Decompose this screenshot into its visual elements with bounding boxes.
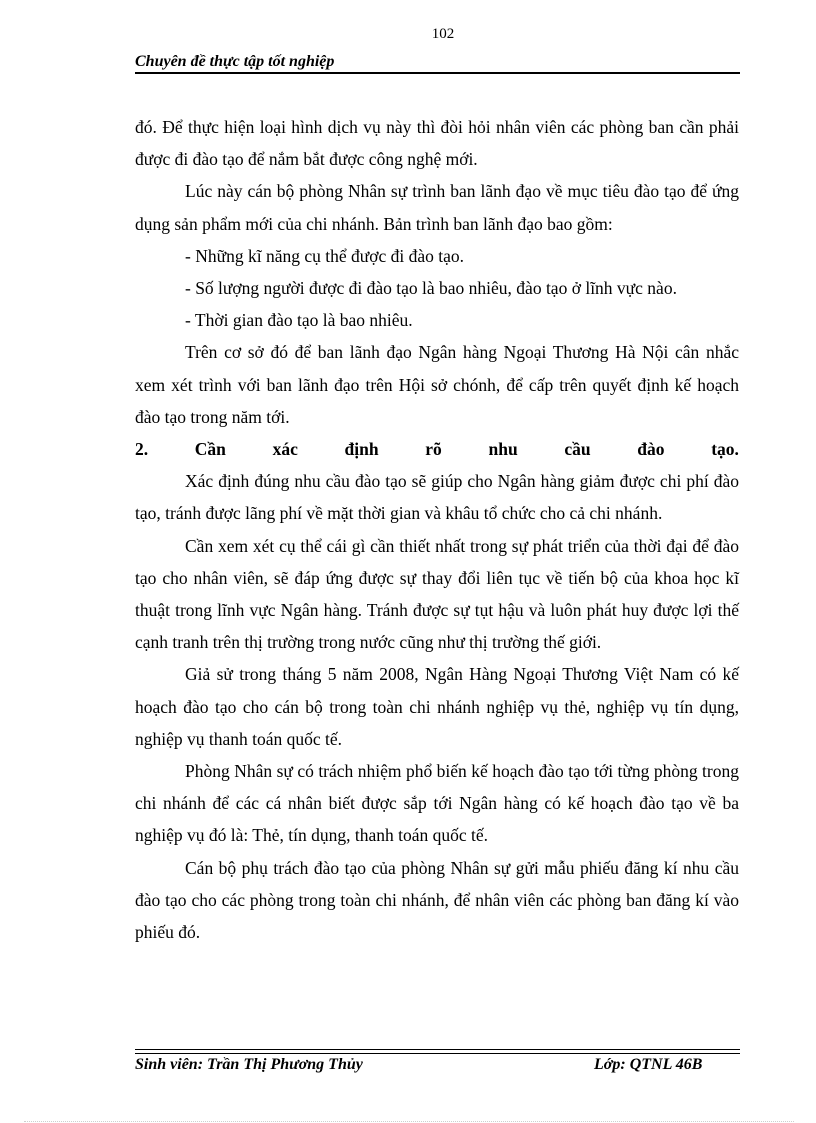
paragraph: Trên cơ sở đó để ban lãnh đạo Ngân hàng Ngoại Thương Hà Nội cân nhắc xem xét trình với ban lãnh đạo trên Hội sở chónh, để cấp trên quyết định kế hoạch đào tạo trong năm tới. [135, 342, 739, 427]
paragraph: Phòng Nhân sự có trách nhiệm phổ biến kế hoạch đào tạo tới từng phòng trong chi nhánh để các cá nhân biết được sắp tới Ngân hàng có kế hoạch đào tạo về ba nghiệp vụ đó là: Thẻ, tín dụng, thanh toán quốc tế. [135, 761, 739, 846]
paragraph: Xác định đúng nhu cầu đào tạo sẽ giúp cho Ngân hàng giảm được chi phí đào tạo, tránh được lãng phí về mặt thời gian và khâu tổ chức cho cả chi nhánh. [135, 471, 739, 524]
page-number: 102 [431, 26, 455, 42]
heading-word: tạo. [711, 439, 739, 460]
document-body [135, 111, 739, 948]
heading-word: cầu [564, 439, 591, 460]
heading-word: xác [272, 439, 298, 460]
paragraph: đó. Để thực hiện loại hình dịch vụ này thì đòi hỏi nhân viên các phòng ban cần phải được đi đào tạo để nắm bắt được công nghệ mới. [135, 117, 739, 170]
footer-class: Lớp: QTNL 46B [594, 1056, 703, 1073]
paragraph: Cần xem xét cụ thể cái gì cần thiết nhất trong sự phát triển của thời đại để đào tạo cho nhân viên, sẽ đáp ứng được sự thay đổi liên tục về tiến bộ của khoa học kĩ thuật trong lĩnh vực Ngân hàng. Tránh được sự tụt hậu và luôn phát huy được lợi thế cạnh tranh trên thị trường trong nước cũng như thị trường thế giới. [135, 535, 739, 653]
header-title: Chuyên đề thực tập tốt nghiệp [135, 53, 335, 70]
paragraph: Cán bộ phụ trách đào tạo của phòng Nhân sự gửi mẫu phiếu đăng kí nhu cầu đào tạo cho các phòng trong toàn chi nhánh, để nhân viên các phòng ban đăng kí vào phiếu đó. [135, 857, 739, 943]
bullet-item: - Những kĩ năng cụ thể được đi đào tạo. [185, 245, 464, 266]
footer-student: Sinh viên: Trần Thị Phương Thủy [135, 1056, 363, 1073]
paragraph: Giả sử trong tháng 5 năm 2008, Ngân Hàng Ngoại Thương Việt Nam có kế hoạch đào tạo cho cán bộ trong toàn chi nhánh nghiệp vụ thẻ, nghiệp vụ tín dụng, nghiệp vụ thanh toán quốc tế. [135, 664, 739, 749]
bullet-item: - Số lượng người được đi đào tạo là bao nhiêu, đào tạo ở lĩnh vực nào. [185, 278, 677, 299]
heading-word: rõ [425, 439, 442, 460]
page-header [135, 50, 740, 74]
paragraph: Lúc này cán bộ phòng Nhân sự trình ban lãnh đạo về mục tiêu đào tạo để ứng dụng sản phẩm mới của chi nhánh. Bản trình ban lãnh đạo bao gồm: [135, 181, 739, 234]
section-heading [135, 433, 739, 465]
section-number: 2. [135, 439, 149, 460]
heading-word: Cần [194, 439, 226, 460]
heading-word: định [344, 439, 379, 460]
bullet-item: - Thời gian đào tạo là bao nhiêu. [185, 310, 413, 331]
heading-word: nhu [488, 439, 518, 460]
page-edge-divider [24, 1121, 794, 1122]
heading-word: đào [637, 439, 665, 460]
footer-rule [135, 1049, 740, 1054]
